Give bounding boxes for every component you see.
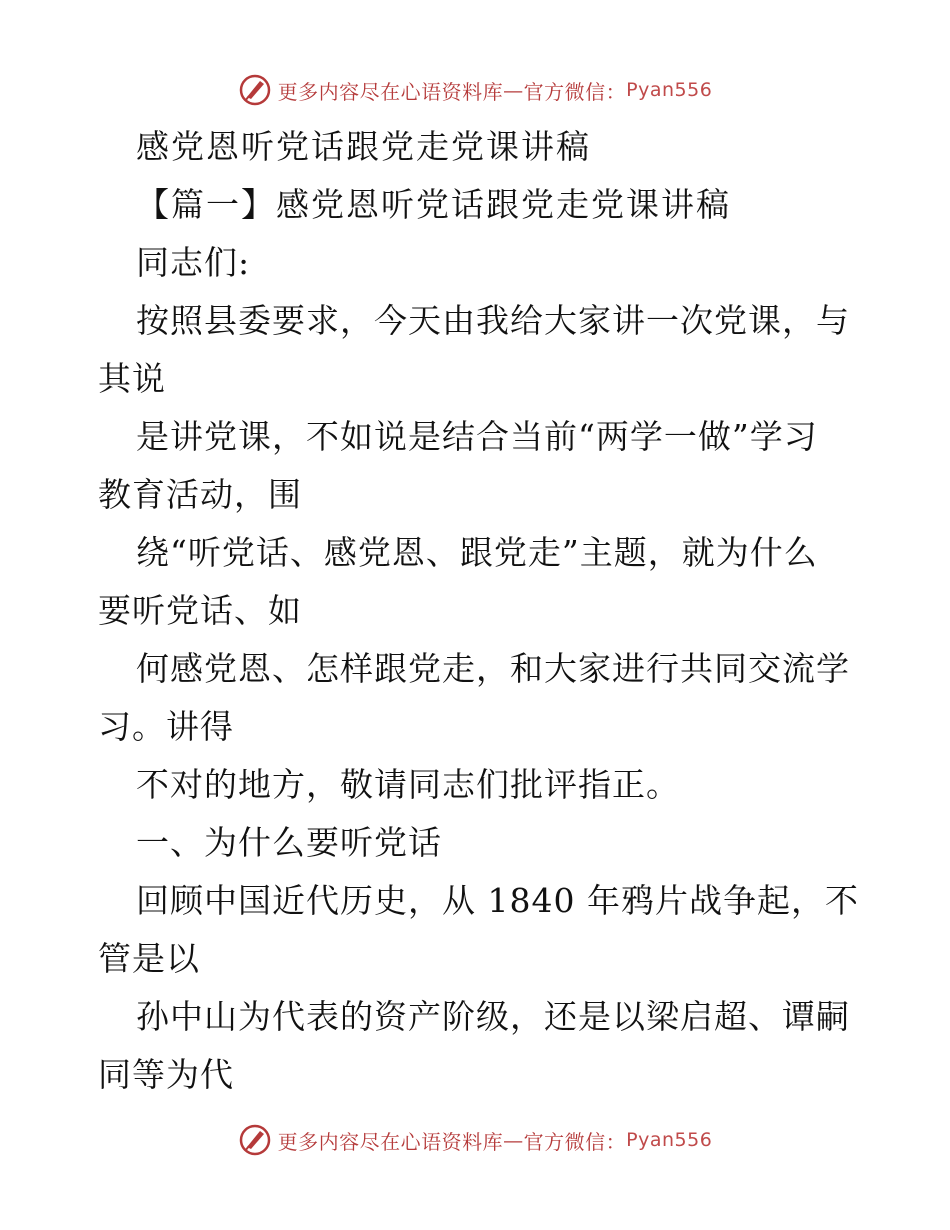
quill-logo-icon bbox=[238, 73, 272, 107]
text-line: 其说 bbox=[98, 359, 166, 398]
watermark-wechat-id: Pyan556 bbox=[626, 79, 713, 101]
text-line: 同等为代 bbox=[98, 1055, 234, 1094]
watermark-text: 更多内容尽在心语资料库 bbox=[277, 79, 504, 104]
watermark-wechat-id: Pyan556 bbox=[626, 1129, 713, 1151]
watermark-text: 更多内容尽在心语资料库 bbox=[277, 1129, 504, 1154]
text-line: 回顾中国近代历史，从 1840 年鸦片战争起，不 bbox=[136, 881, 859, 920]
text-line: 孙中山为代表的资产阶级，还是以梁启超、谭嗣 bbox=[136, 997, 850, 1036]
text-line: 按照县委要求，今天由我给大家讲一次党课，与 bbox=[136, 301, 850, 340]
document-title: 感党恩听党话跟党走党课讲稿 bbox=[136, 127, 591, 166]
text-line: 管是以 bbox=[98, 939, 200, 978]
text-line: 教育活动，围 bbox=[98, 475, 302, 514]
watermark-separator: — bbox=[503, 78, 524, 102]
watermark-wechat-label: 官方微信： bbox=[523, 1129, 627, 1154]
text-line: 一、为什么要听党话 bbox=[136, 823, 442, 862]
watermark-separator: — bbox=[503, 1128, 524, 1152]
text-line: 不对的地方，敬请同志们批评指正。 bbox=[136, 765, 680, 804]
text-line: 同志们: bbox=[136, 243, 251, 282]
header-watermark bbox=[0, 70, 950, 110]
section-heading: 【篇一】感党恩听党话跟党走党课讲稿 bbox=[136, 185, 731, 224]
text-line: 绕“听党话、感党恩、跟党走”主题，就为什么 bbox=[136, 533, 818, 572]
quill-logo-icon bbox=[238, 1123, 272, 1157]
document-body bbox=[98, 118, 858, 1104]
text-line: 要听党话、如 bbox=[98, 591, 302, 630]
footer-watermark bbox=[0, 1120, 950, 1160]
text-line: 是讲党课，不如说是结合当前“两学一做”学习 bbox=[136, 417, 818, 456]
text-line: 何感党恩、怎样跟党走，和大家进行共同交流学 bbox=[136, 649, 850, 688]
text-line: 习。讲得 bbox=[98, 707, 234, 746]
watermark-wechat-label: 官方微信： bbox=[523, 79, 627, 104]
